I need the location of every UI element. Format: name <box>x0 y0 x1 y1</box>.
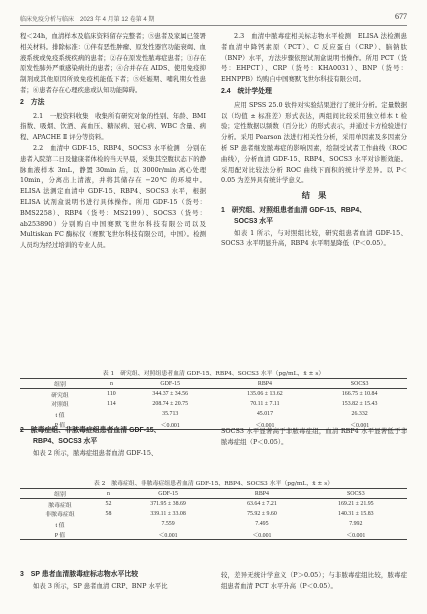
table-cell: 135.06 ± 13.62 <box>247 391 283 398</box>
table2-title: 表 2 脓毒症组、非脓毒症组患者血清 GDF-15、RBP4、SOCS3 水平（pg/mL，x̄ ± s） <box>93 481 334 487</box>
table-row <box>20 399 407 409</box>
inclusion-criteria-paragraph: 程＜24h，血清样本及临床资料留存完整者；⑤患者及家属已签署相关材料。排除标准：①伴有恶性肿瘤、原发性器官功能衰竭、血液系统或免疫系统疾病的患者；②存在原发性脓毒症患者；③存在原发性肺外严重感染病灶的患者；④合并存在 AIDS、使用免疫抑制剂或其他原因所致免疫机能低下者；⑤妊娠期、哺乳期女性患者；⑥患者存在心理疾患或认知功能障碍。 <box>20 32 206 94</box>
table2 <box>20 488 407 540</box>
page-number: 677 <box>395 12 407 21</box>
result-1-title-line2: SOCS3 水平 <box>234 217 274 225</box>
table-cell: 339.11 ± 33.08 <box>150 510 186 517</box>
table-cell: 166.75 ± 10.84 <box>341 391 378 398</box>
table2-col-header: RBP4 <box>219 489 304 499</box>
table-row <box>20 509 407 519</box>
result-2-right-paragraph: SOCS3 水平显著高于非脓毒症组，血清 RBP4 水平显著低于非脓毒症组（P＜0.05）。 <box>221 427 407 446</box>
table-row <box>20 409 407 419</box>
table2-col-header: n <box>100 489 117 499</box>
method-2-2-paragraph: 2.2 血清中 GDF-15、RBP4、SOCS3 水平检测 分别在患者入院第二日及健康者体检的当天早晨，采集其空腹状态下的静脉血液样本 3mL，静置 30min 后，以 3000r/min 离心处理 10min，分离出上清液，并将其储存在 −20℃ 的环境中。ELISA 法测定血清中 GDF-15、RBP4、SOCS3 水平，根据 ELISA 试剂盒说明书进行具体操作。所用 GDF-15（货号：BMS2258）、RBP4（货号：MS2199）、SOCS3（货号：ab253890）分别购自中国赛默飞世尔科技有限公司以及 Multiskan FC 酶标仪（赛默飞世尔科技有限公司，中国）。检测人员均为经过培训的专业人员。 <box>20 143 206 250</box>
result-1-title-line1: 1 研究组、对照组患者血清 GDF-15、RBP4、 <box>221 206 367 214</box>
table-cell: 371.95 ± 38.69 <box>150 501 186 508</box>
table-cell: 63.64 ± 7.21 <box>247 501 277 508</box>
table-cell: 7.495 <box>255 521 269 528</box>
table-cell: 52 <box>105 501 112 508</box>
upper-columns <box>20 31 407 364</box>
stats-paragraph: 应用 SPSS 25.0 软件对实验结果进行了统计分析。定量数据以（均值 ± 标准差）形式表达，两组间比较采用独立样本 t 检验；定性数据以频数（百分比）的形式表示，并通过卡方检验进行分析。采用 Pearson 法进行相关性分析，采用单因素及多因素分析 SP 患者继发脓毒症的影响因素，绘制受试者工作曲线（ROC 曲线），分析血清 GDF-15、RBP4、SOCS3 水平对诊断效能。采用配对比较法分析 ROC 曲线下面积的统计学差异。以 P＜0.05 为差异具有统计学意义。 <box>221 100 407 185</box>
table2-header-row <box>20 489 407 499</box>
table-cell <box>100 519 117 529</box>
table-cell: 研究组 <box>51 392 69 399</box>
page-header <box>20 12 407 24</box>
table-row <box>20 389 407 399</box>
table-cell: 153.82 ± 15.43 <box>341 400 378 407</box>
table-cell: 344.37 ± 34.56 <box>152 391 189 398</box>
table-cell: 70.11 ± 7.11 <box>250 400 280 407</box>
table1-col-header: RBP4 <box>218 379 313 389</box>
table2-col-header: 组别 <box>20 489 100 499</box>
middle-right <box>221 426 407 462</box>
table-row <box>20 529 407 539</box>
table1-col-header: GDF-15 <box>123 379 218 389</box>
result-3-right-paragraph: 较，差异无统计学意义（P＞0.05）；与非脓毒症组比较，脓毒症组患者血清 PCT 水平升高（P＜0.05）。 <box>221 571 407 590</box>
table-cell: 45.017 <box>256 411 274 418</box>
table-cell: ＜0.001 <box>117 529 219 539</box>
table1 <box>20 378 407 430</box>
table-cell: 114 <box>107 400 116 407</box>
table-cell <box>100 409 123 419</box>
table-cell: 35.713 <box>162 411 179 418</box>
result-3-title: 3 SP 患者血清脓毒症标志物水平比较 <box>20 571 139 578</box>
table-cell: 75.92 ± 9.60 <box>247 510 277 517</box>
table-row <box>20 519 407 529</box>
method-2-3-paragraph: 2.3 血清中脓毒症相关标志物水平检测 ELISA 法检测患者血清中降钙素原（PCT）、C 反应蛋白（CRP）、脑钠肽（BNP）水平，方法步骤依照试剂盒说明书操作。所用 PCT（货号：EHPCT）、CRP（货号：KHA0031）、BNP（货号：EHNPPB）均购自中国赛默飞世尔科技有限公司。 <box>221 32 407 84</box>
table-cell: ＜0.001 <box>305 529 407 539</box>
method-2-1-paragraph: 2.1 一般资料收集 收集所有研究对象的性别、年龄、BMI 指数、吸烟、饮酒、高血压、糖尿病、冠心病、WBC 含量、病程、APACHE Ⅱ 评分等资料。 <box>20 111 206 142</box>
result-2-title-line2: RBP4、SOCS3 水平 <box>33 437 98 445</box>
table-cell: ＜0.001 <box>218 419 313 429</box>
table-cell: 208.74 ± 20.75 <box>152 400 189 407</box>
table1-col-header: n <box>100 379 123 389</box>
result-2-left-paragraph: 如表 2 所示，脓毒症组患者血清 GDF-15、 <box>33 448 158 457</box>
result-1-paragraph: 如表 1 所示，与对照组比较，研究组患者血清 GDF-15、SOCS3 水平明显升高，RBP4 水平明显降低（P＜0.05）。 <box>221 228 407 248</box>
table-row <box>20 499 407 509</box>
result-1-title <box>221 206 407 228</box>
middle-text <box>20 426 407 462</box>
stats-section-title: 2.4 统计学处理 <box>221 87 272 95</box>
table1-title: 表 1 研究组、对照组患者血清 GDF-15、RBP4、SOCS3 水平（pg/mL，x̄ ± s） <box>102 371 325 377</box>
bottom-left <box>20 570 206 592</box>
results-heading: 结 果 <box>301 191 327 201</box>
table-cell: P 值 <box>20 419 100 429</box>
result-3-left-paragraph: 如表 3 所示，SP 患者血清 CRP、BNP 水平比 <box>33 581 168 590</box>
header-divider <box>20 25 407 26</box>
table2-col-header: SOCS3 <box>305 489 407 499</box>
middle-left <box>20 426 206 462</box>
table-cell: P 值 <box>20 529 100 539</box>
bottom-right <box>221 570 407 592</box>
table1-header-row <box>20 379 407 389</box>
table-cell: 对照组 <box>51 402 69 409</box>
table-cell <box>100 529 117 539</box>
table-cell: ＜0.001 <box>312 419 407 429</box>
table-cell: 110 <box>107 391 116 398</box>
table-cell: 非脓毒症组 <box>45 512 75 519</box>
table-cell: 58 <box>105 510 112 517</box>
table-cell: t 值 <box>55 522 65 529</box>
result-2-title-line1: 2 脓毒症组、非脓毒症组患者血清 GDF-15、 <box>20 427 161 434</box>
table-cell: ＜0.001 <box>123 419 218 429</box>
table-cell: 脓毒症组 <box>48 502 72 509</box>
table-cell: 169.21 ± 21.95 <box>338 501 374 508</box>
table-cell: 26.332 <box>351 411 368 418</box>
bottom-text <box>20 570 407 610</box>
table2-col-header: GDF-15 <box>117 489 219 499</box>
left-column <box>20 31 206 251</box>
right-column <box>221 31 407 249</box>
table-cell: t 值 <box>55 412 65 419</box>
journal-name: 临床免疫分析与临床 2023 年 4 月第 12 卷第 4 期 <box>20 17 155 23</box>
table-cell: 7.992 <box>349 521 363 528</box>
section-methods-title: 2 方法 <box>20 98 45 106</box>
table1-col-header: 组别 <box>20 379 100 389</box>
table-cell: ＜0.001 <box>219 529 304 539</box>
table-cell: 140.31 ± 15.83 <box>338 510 374 517</box>
table1-col-header: SOCS3 <box>312 379 407 389</box>
result-2-title <box>20 426 206 448</box>
table-cell: 7.559 <box>161 521 175 528</box>
